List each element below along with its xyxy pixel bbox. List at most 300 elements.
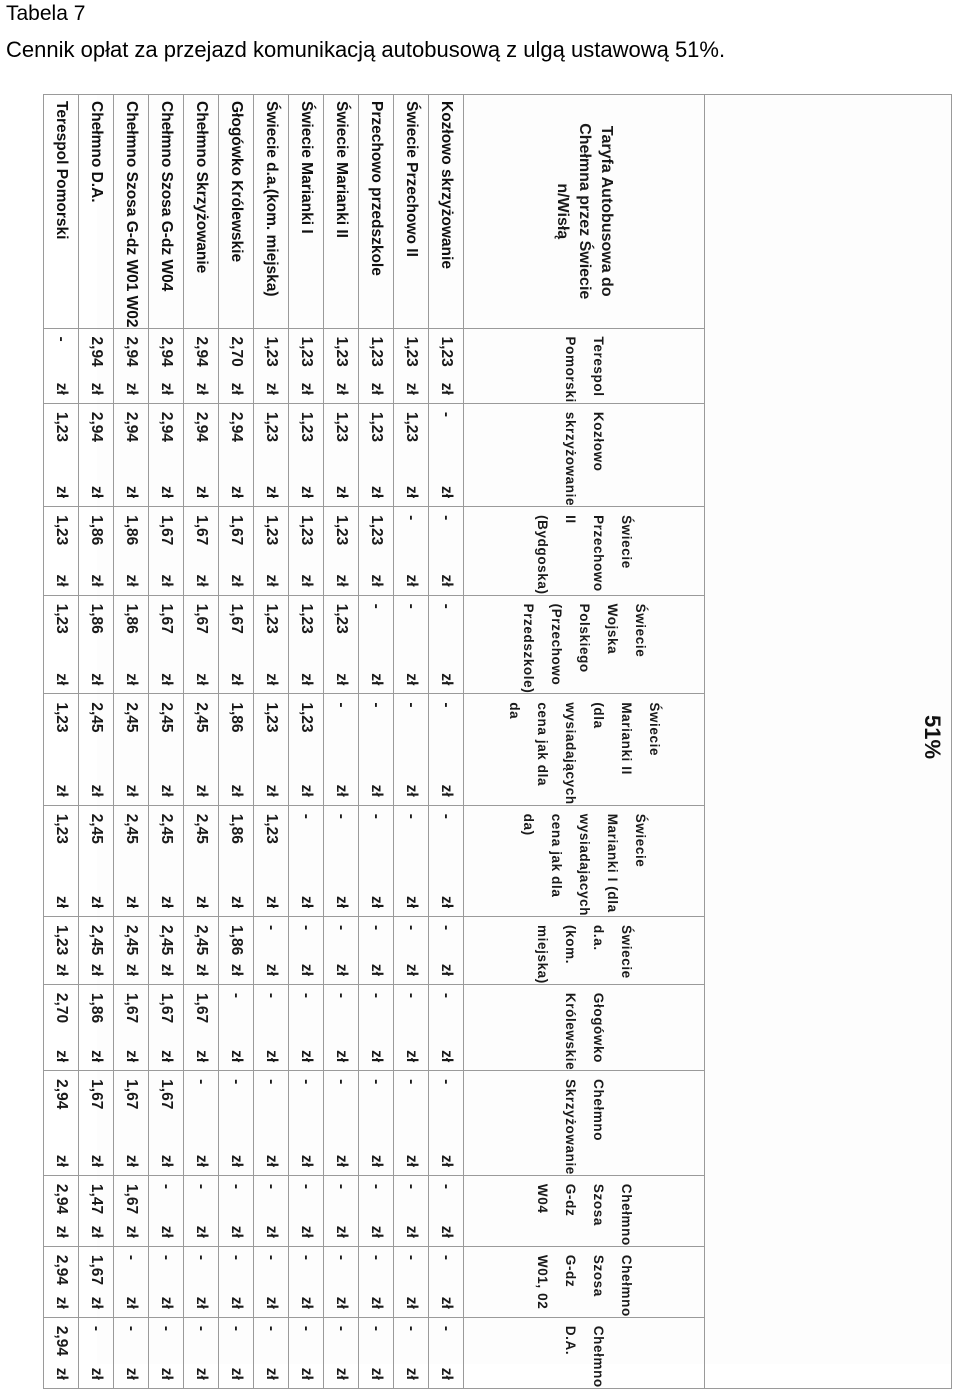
- currency-label: zł: [193, 963, 210, 976]
- column-header-label: Świecie d.a.(kom. miejska): [535, 925, 634, 984]
- price-cell: [114, 1071, 149, 1176]
- price-value: 1,23: [368, 515, 385, 546]
- currency-label: zł: [368, 673, 385, 686]
- currency-label: zł: [88, 963, 105, 976]
- currency-label: zł: [193, 486, 210, 499]
- currency-label: zł: [438, 1225, 455, 1238]
- currency-label: zł: [53, 1296, 70, 1309]
- currency-label: zł: [333, 382, 350, 395]
- price-cell: [114, 694, 149, 805]
- currency-label: zł: [228, 1154, 245, 1167]
- price-cell: [289, 694, 324, 805]
- price-cell: [149, 694, 184, 805]
- price-value: -: [368, 1254, 385, 1261]
- row-stop-name: Chełmno D.A.: [79, 95, 114, 329]
- price-value: 1,86: [228, 702, 245, 733]
- price-cell: [149, 1246, 184, 1317]
- price-cell: [429, 1317, 464, 1388]
- price-value: -: [333, 1079, 350, 1085]
- price-value: -: [368, 992, 385, 999]
- price-cell: [219, 917, 254, 985]
- price-cell: [394, 805, 429, 916]
- price-value: -: [228, 1254, 245, 1261]
- price-cell: [394, 694, 429, 805]
- price-cell: [114, 1246, 149, 1317]
- currency-label: zł: [438, 1296, 455, 1309]
- price-cell: [254, 328, 289, 403]
- price-value: 2,94: [193, 411, 210, 443]
- currency-label: zł: [438, 574, 455, 587]
- currency-label: zł: [263, 574, 280, 587]
- price-cell: [79, 507, 114, 596]
- currency-label: zł: [193, 1050, 210, 1063]
- price-cell: [44, 328, 79, 403]
- price-value: -: [333, 1325, 350, 1331]
- currency-label: zł: [333, 1154, 350, 1167]
- currency-label: zł: [333, 1225, 350, 1238]
- price-value: 1,23: [298, 336, 315, 367]
- price-cell: [289, 917, 324, 985]
- price-value: -: [193, 1183, 210, 1190]
- currency-label: zł: [438, 784, 455, 797]
- price-cell: [289, 805, 324, 916]
- currency-label: zł: [368, 1154, 385, 1167]
- price-cell: [114, 917, 149, 985]
- price-cell: [149, 1317, 184, 1388]
- row-stop-name: Świecie Marianki II: [324, 95, 359, 329]
- price-cell: [359, 403, 394, 506]
- rotated-table-container: [53, 94, 952, 1388]
- price-cell: [254, 694, 289, 805]
- price-cell: [114, 507, 149, 596]
- currency-label: zł: [298, 574, 315, 587]
- price-value: 1,67: [158, 515, 175, 546]
- currency-label: zł: [438, 673, 455, 686]
- price-value: -: [403, 515, 420, 521]
- price-value: 1,23: [263, 411, 280, 443]
- price-value: 2,45: [193, 702, 210, 733]
- currency-label: zł: [228, 895, 245, 909]
- currency-label: zł: [193, 382, 210, 395]
- price-cell: [149, 984, 184, 1070]
- currency-label: zł: [158, 574, 175, 587]
- table-row: [149, 95, 184, 1389]
- currency-label: zł: [333, 963, 350, 976]
- price-cell: [79, 328, 114, 403]
- currency-label: zł: [158, 1367, 175, 1380]
- currency-label: zł: [53, 1225, 70, 1238]
- price-value: -: [263, 1254, 280, 1261]
- price-cell: [79, 403, 114, 506]
- price-value: 1,23: [333, 603, 350, 634]
- price-cell: [394, 984, 429, 1070]
- price-cell: [149, 328, 184, 403]
- price-value: -: [403, 1183, 420, 1190]
- currency-label: zł: [228, 574, 245, 587]
- price-cell: [254, 1175, 289, 1246]
- price-value: 1,23: [333, 515, 350, 546]
- price-value: 1,23: [298, 411, 315, 443]
- price-cell: [324, 805, 359, 916]
- fare-table: [43, 94, 952, 1389]
- price-value: -: [298, 1254, 315, 1261]
- price-value: 1,23: [333, 411, 350, 443]
- price-cell: [429, 917, 464, 985]
- price-value: 1,23: [368, 411, 385, 443]
- table-row: [254, 95, 289, 1389]
- column-header: [464, 595, 705, 694]
- price-value: 1,86: [88, 603, 105, 634]
- currency-label: zł: [298, 784, 315, 797]
- price-value: 1,67: [228, 515, 245, 546]
- price-value: 1,23: [263, 515, 280, 546]
- currency-label: zł: [158, 673, 175, 686]
- currency-label: zł: [228, 963, 245, 976]
- currency-label: zł: [123, 895, 140, 909]
- price-value: -: [333, 813, 350, 819]
- price-value: -: [368, 813, 385, 819]
- price-value: 1,23: [333, 336, 350, 367]
- price-cell: [44, 694, 79, 805]
- currency-label: zł: [53, 382, 70, 395]
- price-value: -: [403, 1079, 420, 1085]
- table-row: [429, 95, 464, 1389]
- currency-label: zł: [53, 963, 70, 976]
- price-cell: [79, 984, 114, 1070]
- price-value: -: [333, 925, 350, 931]
- price-value: -: [333, 1183, 350, 1190]
- currency-label: zł: [123, 1225, 140, 1238]
- discount-row: [705, 95, 952, 1389]
- price-value: -: [403, 1254, 420, 1261]
- currency-label: zł: [298, 1367, 315, 1380]
- price-cell: [114, 805, 149, 916]
- table-row: [394, 95, 429, 1389]
- price-value: 2,94: [158, 336, 175, 367]
- price-value: 2,94: [158, 411, 175, 443]
- price-cell: [79, 917, 114, 985]
- currency-label: zł: [158, 963, 175, 976]
- price-value: -: [263, 1079, 280, 1085]
- currency-label: zł: [123, 673, 140, 686]
- currency-label: zł: [368, 1225, 385, 1238]
- currency-label: zł: [368, 1296, 385, 1309]
- price-value: 1,67: [88, 1254, 105, 1286]
- price-value: 1,23: [438, 336, 455, 367]
- price-cell: [324, 984, 359, 1070]
- row-stop-name: Kozłowo skrzyżowanie: [429, 95, 464, 329]
- currency-label: zł: [263, 1367, 280, 1380]
- price-cell: [324, 694, 359, 805]
- price-value: 2,45: [193, 813, 210, 844]
- price-cell: [359, 1317, 394, 1388]
- currency-label: zł: [368, 1367, 385, 1380]
- currency-label: zł: [333, 895, 350, 909]
- currency-label: zł: [298, 895, 315, 909]
- price-cell: [359, 328, 394, 403]
- price-value: 1,23: [368, 336, 385, 367]
- price-cell: [429, 595, 464, 694]
- price-cell: [44, 917, 79, 985]
- row-stop-name: Świecie Marianki I: [289, 95, 324, 329]
- currency-label: zł: [53, 784, 70, 797]
- price-value: 1,23: [53, 411, 70, 443]
- price-value: -: [368, 925, 385, 931]
- price-value: 1,23: [53, 925, 70, 956]
- table-row: [359, 95, 394, 1389]
- row-stop-name: Terespol Pomorski: [44, 95, 79, 329]
- currency-label: zł: [263, 486, 280, 499]
- currency-label: zł: [368, 963, 385, 976]
- price-cell: [149, 1071, 184, 1176]
- currency-label: zł: [403, 1225, 420, 1238]
- price-value: 1,86: [88, 992, 105, 1024]
- price-cell: [429, 1071, 464, 1176]
- price-value: 2,70: [228, 336, 245, 367]
- price-value: -: [438, 813, 455, 819]
- price-cell: [394, 403, 429, 506]
- price-value: 1,67: [228, 603, 245, 634]
- column-header: [464, 694, 705, 805]
- row-stop-name: Głogówko Królewskie: [219, 95, 254, 329]
- currency-label: zł: [298, 1050, 315, 1063]
- price-cell: [44, 507, 79, 596]
- currency-label: zł: [123, 963, 140, 976]
- price-cell: [79, 1246, 114, 1317]
- price-cell: [219, 403, 254, 506]
- price-cell: [429, 328, 464, 403]
- price-cell: [219, 805, 254, 916]
- currency-label: zł: [53, 574, 70, 587]
- price-value: -: [123, 1325, 140, 1331]
- currency-label: zł: [263, 895, 280, 909]
- row-stop-name: Chełmno Skrzyżowanie: [184, 95, 219, 329]
- column-header-label: Świecie Marianki II (dla wysiadających cena jak dla da: [507, 702, 662, 805]
- price-value: 1,86: [88, 515, 105, 546]
- price-cell: [324, 917, 359, 985]
- price-value: 1,67: [158, 992, 175, 1024]
- price-cell: [254, 403, 289, 506]
- currency-label: zł: [438, 1154, 455, 1167]
- price-cell: [79, 1317, 114, 1388]
- tariff-title: Taryfa Autobusowa do Chełmna przez Świecie n/Wisłą: [554, 123, 615, 300]
- price-value: -: [298, 813, 315, 819]
- currency-label: zł: [403, 382, 420, 395]
- currency-label: zł: [193, 784, 210, 797]
- price-value: 1,86: [228, 813, 245, 844]
- currency-label: zł: [438, 1050, 455, 1063]
- price-cell: [394, 1317, 429, 1388]
- column-header-label: Terespol Pomorski: [563, 336, 606, 403]
- currency-label: zł: [263, 963, 280, 976]
- price-value: 2,45: [158, 702, 175, 733]
- price-cell: [149, 595, 184, 694]
- currency-label: zł: [403, 784, 420, 797]
- currency-label: zł: [228, 673, 245, 686]
- column-header-label: Chełmno Skrzyżowanie: [563, 1079, 606, 1175]
- price-cell: [289, 507, 324, 596]
- currency-label: zł: [158, 382, 175, 395]
- currency-label: zł: [228, 784, 245, 797]
- price-value: 2,94: [88, 411, 105, 443]
- price-cell: [324, 595, 359, 694]
- price-value: 1,67: [193, 603, 210, 634]
- currency-label: zł: [88, 1296, 105, 1309]
- table-row: [79, 95, 114, 1389]
- price-cell: [254, 507, 289, 596]
- price-cell: [254, 1071, 289, 1176]
- price-value: 2,45: [158, 813, 175, 844]
- price-value: -: [438, 925, 455, 931]
- price-cell: [114, 984, 149, 1070]
- price-cell: [44, 1317, 79, 1388]
- column-header: [464, 984, 705, 1070]
- currency-label: zł: [403, 1050, 420, 1063]
- price-value: -: [438, 702, 455, 708]
- currency-label: zł: [123, 1367, 140, 1380]
- currency-label: zł: [333, 784, 350, 797]
- currency-label: zł: [438, 963, 455, 976]
- price-value: 2,94: [88, 336, 105, 367]
- price-cell: [324, 403, 359, 506]
- currency-label: zł: [88, 382, 105, 395]
- currency-label: zł: [158, 895, 175, 909]
- price-cell: [114, 1175, 149, 1246]
- column-header-label: Głogówko Królewskie: [563, 992, 606, 1071]
- currency-label: zł: [403, 673, 420, 686]
- price-cell: [79, 694, 114, 805]
- currency-label: zł: [298, 1225, 315, 1238]
- currency-label: zł: [333, 1367, 350, 1380]
- price-cell: [184, 805, 219, 916]
- price-value: 1,67: [123, 1183, 140, 1215]
- currency-label: zł: [88, 784, 105, 797]
- price-cell: [254, 1317, 289, 1388]
- price-cell: [254, 805, 289, 916]
- price-value: 2,45: [123, 813, 140, 844]
- currency-label: zł: [123, 574, 140, 587]
- price-cell: [324, 1175, 359, 1246]
- price-value: 2,94: [53, 1079, 70, 1110]
- price-value: 1,67: [123, 1079, 140, 1110]
- price-value: -: [438, 411, 455, 418]
- price-value: 2,94: [123, 336, 140, 367]
- currency-label: zł: [193, 574, 210, 587]
- currency-label: zł: [438, 382, 455, 395]
- price-value: -: [228, 1183, 245, 1190]
- currency-label: zł: [53, 1367, 70, 1380]
- price-value: -: [403, 813, 420, 819]
- price-cell: [429, 1246, 464, 1317]
- price-value: -: [368, 1183, 385, 1190]
- column-header-label: Świecie Marianki I (dla wysiadajacych cena jak dla da): [521, 813, 648, 917]
- currency-label: zł: [88, 1050, 105, 1063]
- price-value: -: [263, 992, 280, 999]
- price-cell: [44, 805, 79, 916]
- column-header: [464, 1246, 705, 1317]
- price-cell: [79, 1175, 114, 1246]
- price-cell: [429, 984, 464, 1070]
- price-value: -: [298, 925, 315, 931]
- currency-label: zł: [88, 574, 105, 587]
- price-value: 2,70: [53, 992, 70, 1024]
- price-cell: [394, 328, 429, 403]
- currency-label: zł: [228, 486, 245, 499]
- currency-label: zł: [368, 486, 385, 499]
- price-value: 1,23: [53, 813, 70, 844]
- currency-label: zł: [403, 1367, 420, 1380]
- price-cell: [359, 1175, 394, 1246]
- currency-label: zł: [158, 486, 175, 499]
- currency-label: zł: [53, 673, 70, 686]
- price-cell: [254, 1246, 289, 1317]
- currency-label: zł: [403, 895, 420, 909]
- price-cell: [184, 1317, 219, 1388]
- price-cell: [289, 1317, 324, 1388]
- price-value: 1,23: [298, 515, 315, 546]
- currency-label: zł: [53, 1050, 70, 1063]
- price-value: 1,47: [88, 1183, 105, 1215]
- price-value: 1,86: [228, 925, 245, 956]
- currency-label: zł: [333, 1050, 350, 1063]
- price-cell: [359, 507, 394, 596]
- price-cell: [219, 507, 254, 596]
- currency-label: zł: [263, 1225, 280, 1238]
- currency-label: zł: [123, 784, 140, 797]
- table-row: [219, 95, 254, 1389]
- currency-label: zł: [123, 486, 140, 499]
- price-cell: [429, 1175, 464, 1246]
- price-value: -: [158, 1183, 175, 1190]
- table-row: [289, 95, 324, 1389]
- price-cell: [114, 403, 149, 506]
- price-cell: [184, 917, 219, 985]
- price-cell: [324, 328, 359, 403]
- price-value: 1,67: [158, 603, 175, 634]
- price-cell: [44, 1071, 79, 1176]
- price-value: -: [298, 1183, 315, 1190]
- price-cell: [359, 694, 394, 805]
- currency-label: zł: [333, 1296, 350, 1309]
- currency-label: zł: [88, 895, 105, 909]
- price-value: -: [438, 1079, 455, 1085]
- price-cell: [114, 328, 149, 403]
- price-value: 1,23: [263, 702, 280, 733]
- price-cell: [324, 1071, 359, 1176]
- price-cell: [114, 1317, 149, 1388]
- price-cell: [149, 1175, 184, 1246]
- currency-label: zł: [123, 1050, 140, 1063]
- price-cell: [324, 507, 359, 596]
- price-cell: [394, 595, 429, 694]
- price-value: -: [228, 1079, 245, 1085]
- row-stop-name: Świecie d.a.(kom. miejska): [254, 95, 289, 329]
- currency-label: zł: [158, 1225, 175, 1238]
- table-row: [114, 95, 149, 1389]
- currency-label: zł: [403, 574, 420, 587]
- price-value: -: [263, 925, 280, 931]
- currency-label: zł: [158, 784, 175, 797]
- price-value: -: [88, 1325, 105, 1331]
- currency-label: zł: [263, 1154, 280, 1167]
- column-header: [464, 917, 705, 985]
- price-cell: [114, 595, 149, 694]
- price-cell: [324, 1246, 359, 1317]
- price-value: 2,45: [158, 925, 175, 956]
- price-cell: [394, 1175, 429, 1246]
- price-value: 1,86: [123, 515, 140, 546]
- price-cell: [254, 984, 289, 1070]
